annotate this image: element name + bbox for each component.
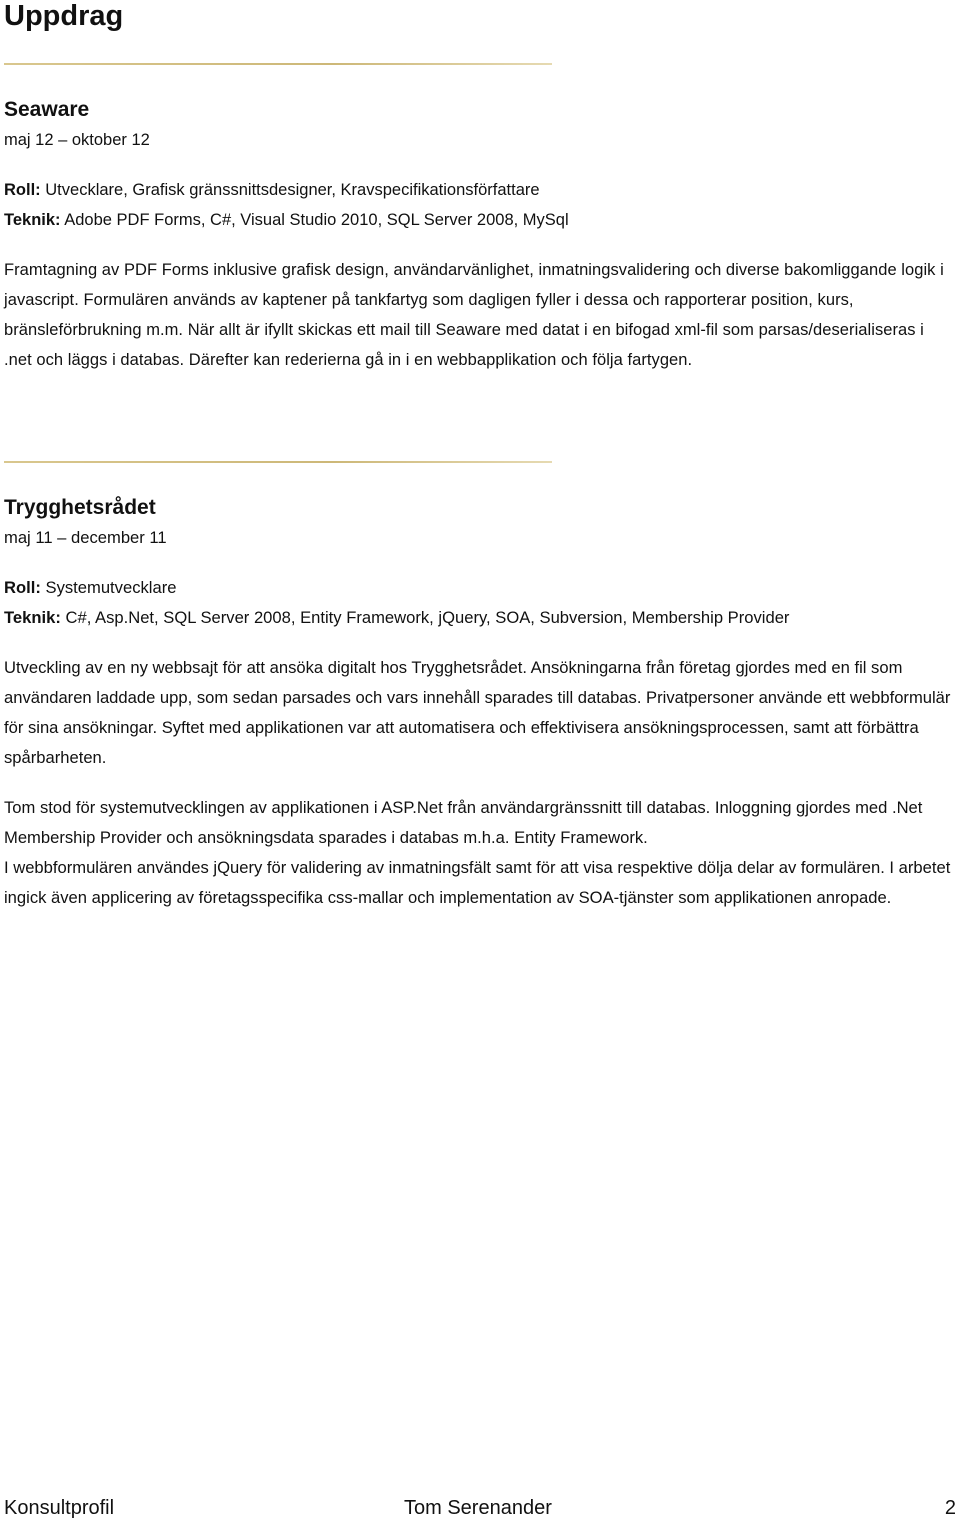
tech-line bbox=[4, 205, 956, 235]
assignment-seaware bbox=[4, 95, 956, 395]
footer-document-title: Konsultprofil bbox=[4, 1497, 115, 1519]
role-line bbox=[4, 175, 956, 205]
assignment-period: maj 11 – december 11 bbox=[4, 528, 167, 547]
tech-value: Adobe PDF Forms, C#, Visual Studio 2010, SQL Server 2008, MySql bbox=[64, 211, 569, 229]
assignment-meta bbox=[4, 175, 956, 235]
footer-page-number: 2 bbox=[944, 1497, 956, 1519]
tech-label: Teknik: bbox=[4, 211, 61, 229]
assignment-description: Utveckling av en ny webbsajt för att ansöka digitalt hos Trygghetsrådet. Ansökningarna från företag gjordes med en fil som användaren laddade upp, som sedan parsades och vars innehåll sparades till databas. Privatpersoner använde ett webbformulär för sina ansökningar. Syftet med applikationen var att automatisera och effektivisera ansökningsprocessen, samt att förbättra spårbarheten. bbox=[4, 658, 951, 767]
assignment-title: Seaware bbox=[4, 98, 90, 121]
role-value: Utvecklare, Grafisk gränssnittsdesigner, Kravspecifikationsförfattare bbox=[45, 181, 540, 199]
assignment-title: Trygghetsrådet bbox=[4, 496, 156, 519]
role-label: Roll: bbox=[4, 578, 41, 597]
assignment-description: I webbformulären användes jQuery för validering av inmatningsfält samt för att visa respektive dölja delar av formulären. I arbetet ingick även applicering av företagsspecifika css-mallar och implementation av SOA-tjänster som applikationen anropade. bbox=[4, 858, 951, 907]
tech-line bbox=[4, 603, 956, 633]
role-value: Systemutvecklare bbox=[45, 578, 177, 597]
role-label: Roll: bbox=[4, 181, 41, 199]
page-title: Uppdrag bbox=[4, 0, 124, 32]
assignment-description: Framtagning av PDF Forms inklusive grafisk design, användarvänlighet, inmatningsvalidering och diverse bakomliggande logik i javascript. Formulären används av kaptener på tankfartyg som dagligen fyller i dessa och rapporterar position, kurs, bränsleförbrukning m.m. När allt är ifyllt skickas ett mail till Seaware med datat i en bifogad xml-fil som parsas/deserialiseras i .net och läggs i databas. Därefter kan rederierna gå in i en webbapplikation och följa fartygen. bbox=[4, 261, 944, 369]
tech-value: C#, Asp.Net, SQL Server 2008, Entity Framework, jQuery, SOA, Subversion, Membership Provider bbox=[65, 608, 790, 627]
assignment-description: Tom stod för systemutvecklingen av applikationen i ASP.Net från användargränssnitt till databas. Inloggning gjordes med .Net Membership Provider och ansökningsdata sparades i databas m.h.a. Entity Framework. bbox=[4, 798, 923, 847]
section-divider bbox=[4, 461, 552, 463]
footer-author: Tom Serenander bbox=[404, 1497, 552, 1519]
section-divider bbox=[4, 63, 552, 65]
role-line bbox=[4, 573, 956, 603]
assignment-meta bbox=[4, 573, 956, 633]
assignment-period: maj 12 – oktober 12 bbox=[4, 131, 150, 149]
tech-label: Teknik: bbox=[4, 608, 61, 627]
assignment-trygghetsradet bbox=[4, 493, 956, 913]
page-footer bbox=[0, 1494, 960, 1522]
